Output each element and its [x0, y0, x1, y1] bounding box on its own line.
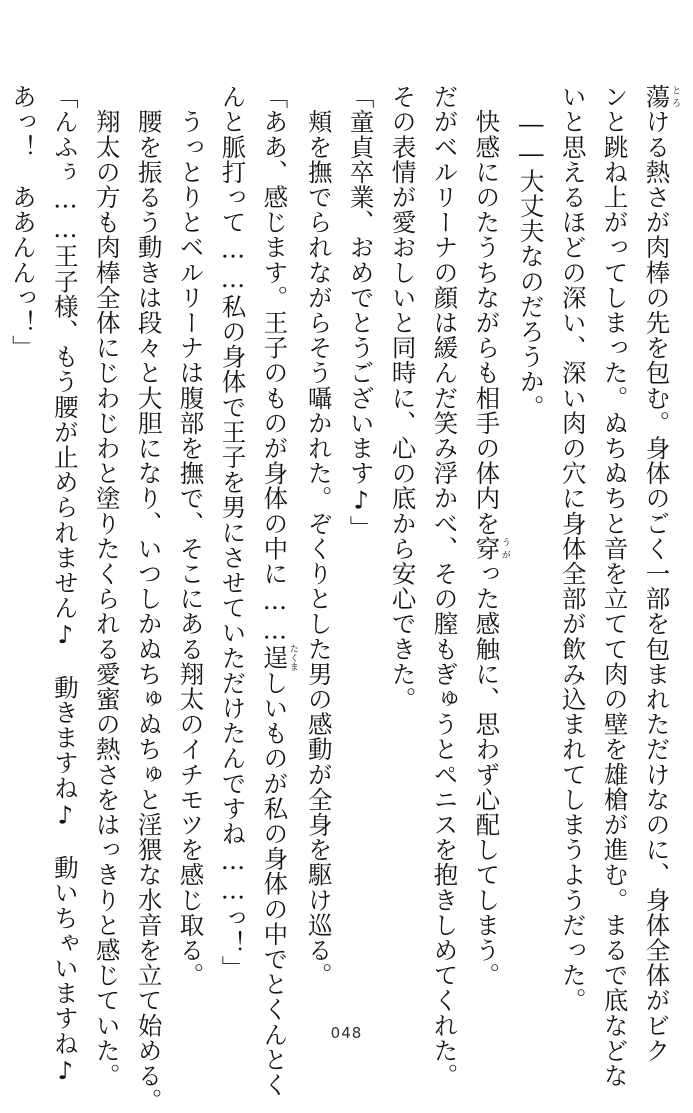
text-line: ンと跳ね上がってしまった。ぬちぬちと音を立てて肉の壁を雄槍が進む。まるで底などな: [600, 84, 630, 1088]
text-line: 快感にのたうちながらも相手の体内を穿うがった感触に、思わず心配してしまう。: [472, 84, 510, 988]
text-line: 「んふぅ……王子様、もう腰が止められません♪ 動きますね♪ 動いちゃいますね♪: [50, 84, 80, 1086]
ruby-word: 逞たくま: [260, 644, 298, 672]
ruby-word: 穿うが: [472, 535, 510, 561]
text-line: その表情が愛おしいと同時に、心の底から安心できた。: [388, 84, 418, 712]
text-line: [0, 84, 2, 989]
text-line: んと脈打って……私の身体で王子を男にさせていただけたんですね……っ！」: [218, 84, 248, 981]
page-number: 048: [330, 1024, 363, 1042]
text-line: 「ああ、感じます。王子のものが身体の中に……逞たくましいものが私の身体の中でとくんとく: [260, 84, 298, 1098]
text-line: 腰を振るう動きは段々と大胆になり、いつしかぬちゅぬちゅと淫猥な水音を立て始める。: [134, 84, 164, 1113]
text-line: あっ！ ああんんっ！」: [8, 84, 38, 361]
text-line: 頬を撫でられながらそう囁かれた。ぞくりとした男の感動が全身を駆け巡る。: [304, 84, 334, 988]
text-line: いと思えるほどの深い、深い肉の穴に身体全部が飲み込まれてしまうようだった。: [558, 84, 588, 1013]
ruby-word: 蕩とろ: [642, 84, 680, 110]
text-line: ――大丈夫なのだろうか。: [516, 84, 546, 420]
text-line: 翔太の方も肉棒全体にじわじわと塗りたくられる愛蜜の熱さをはっきりと感じていた。: [92, 84, 122, 1088]
text-line: 蕩とろける熱さが肉棒の先を包む。身体のごく一部を包まれただけなのに、身体全体がビク: [642, 84, 680, 1063]
text-line: だがベルリーナの顔は緩んだ笑み浮かべ、その膣もぎゅうとペニスを抱きしめてくれた。: [430, 84, 460, 1088]
text-line: うっとりとベルリーナは腹部を撫で、そこにある翔太のイチモツを感じ取る。: [176, 84, 206, 988]
text-line: 「童貞卒業、おめでとうございます♪」: [346, 84, 376, 541]
